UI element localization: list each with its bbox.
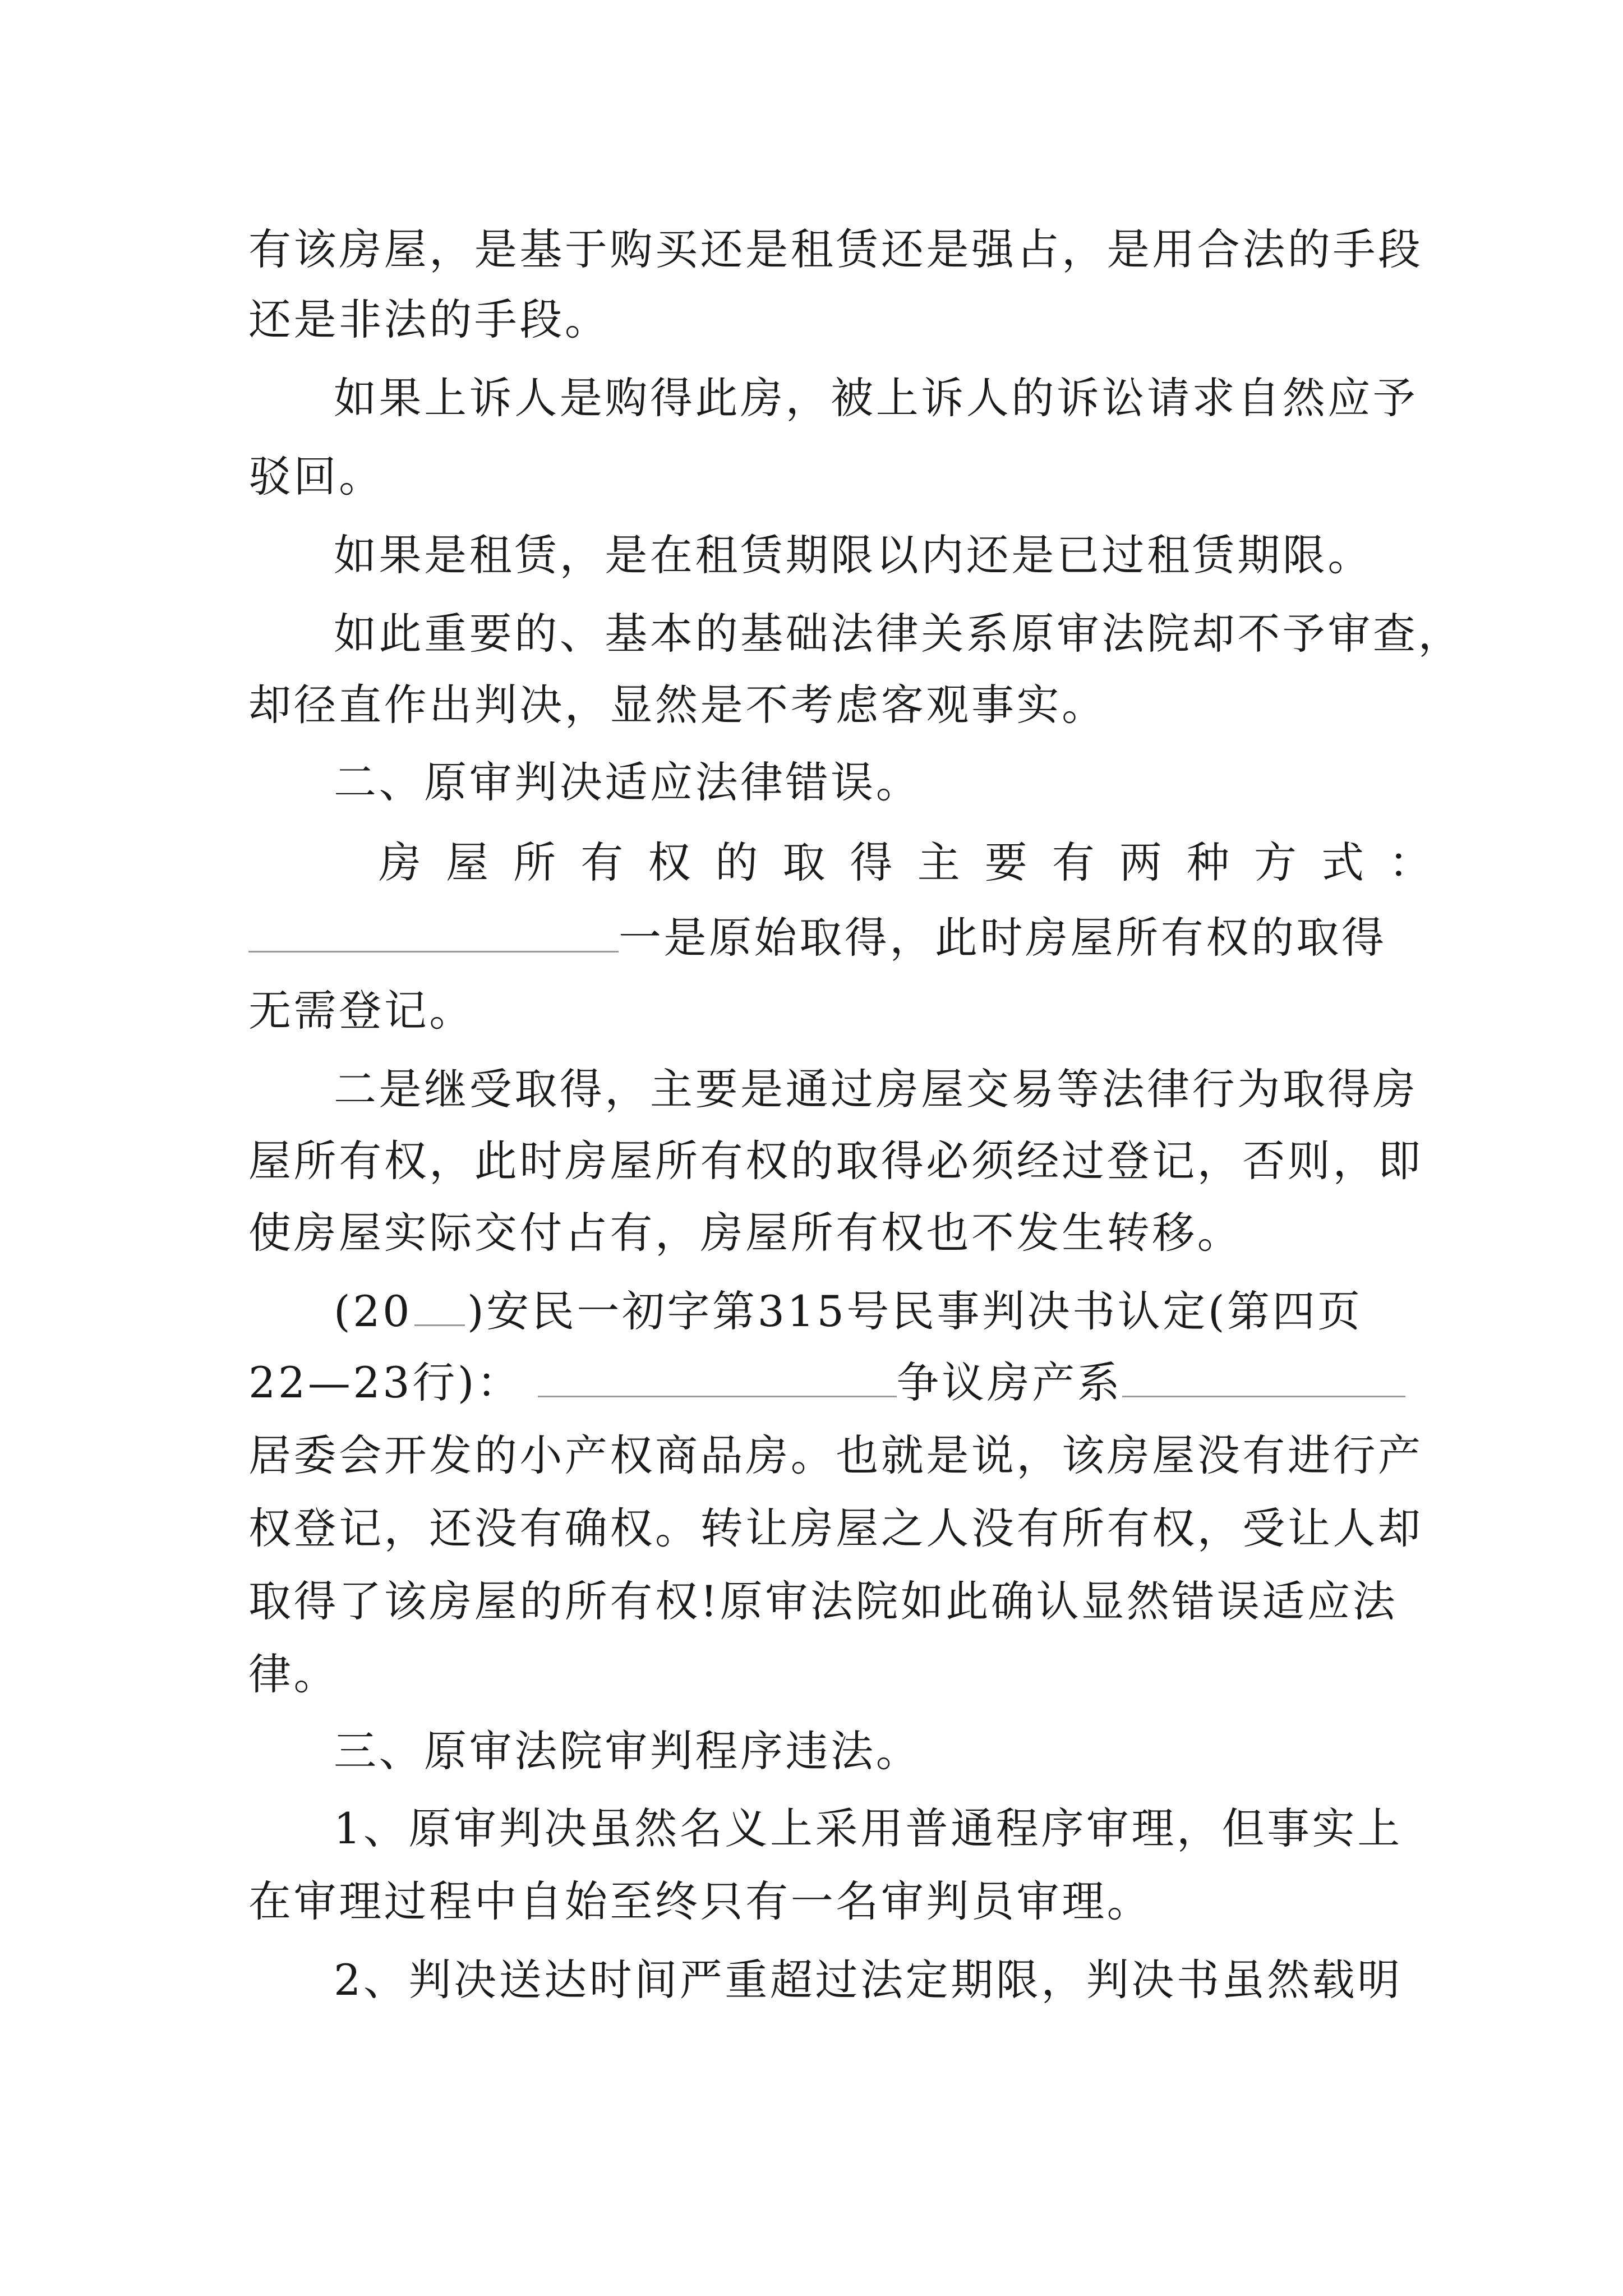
text-segment: 争议房产系 (896, 1358, 1123, 1407)
text-line: 权登记，还没有确权。转让房屋之人没有所有权，受让人却 (248, 1503, 1423, 1553)
text-line-with-blank (248, 904, 1387, 972)
text-line: 2、判决送达时间严重超过法定期限，判决书虽然载明 (334, 1955, 1403, 2005)
text-line-with-blank (334, 1278, 1388, 1345)
fill-in-blank (538, 1353, 897, 1397)
text-line-with-blanks (248, 1349, 1387, 1416)
fill-in-blank (248, 908, 619, 953)
text-segment: )安民一初字第315号民事判决书认定(第四页 (467, 1286, 1363, 1336)
text-line: 却径直作出判决，显然是不考虑客观事实。 (248, 680, 1107, 730)
text-line: 如果上诉人是购得此房，被上诉人的诉讼请求自然应予 (334, 373, 1418, 423)
text-line: 1、原审判决虽然名义上采用普通程序审理，但事实上 (334, 1803, 1403, 1853)
justified-text-line (379, 829, 1456, 896)
text-line: 还是非法的手段。 (248, 295, 610, 344)
text-segment: 22—23行)： (248, 1358, 522, 1407)
section-heading: 二、原审判决适应法律错误。 (334, 757, 921, 807)
text-segment: (20 (334, 1286, 413, 1336)
text-line: 驳回。 (248, 452, 384, 501)
fill-in-blank (1122, 1353, 1405, 1397)
text-line: 在审理过程中自始至终只有一名审判员审理。 (248, 1876, 1152, 1926)
text-line: 使房屋实际交付占有，房屋所有权也不发生转移。 (248, 1208, 1243, 1258)
text-segment: 一是原始取得，此时房屋所有权的取得 (619, 913, 1387, 963)
text-line: 屋所有权，此时房屋所有权的取得必须经过登记，否则，即 (248, 1136, 1423, 1186)
text-line: 居委会开发的小产权商品房。也就是说，该房屋没有进行产 (248, 1430, 1423, 1480)
text-line: 二是继受取得，主要是通过房屋交易等法律行为取得房 (334, 1064, 1418, 1114)
text-line: 无需登记。 (248, 986, 474, 1036)
text-line: 如此重要的、基本的基础法律关系原审法院却不予审查， (334, 609, 1463, 659)
text-line: 有该房屋，是基于购买还是租赁还是强占，是用合法的手段 (248, 224, 1423, 274)
section-heading: 三、原审法院审判程序违法。 (334, 1726, 921, 1776)
text-line: 如果是租赁，是在租赁期限以内还是已过租赁期限。 (334, 530, 1373, 580)
fill-in-blank (414, 1285, 465, 1326)
text-line: 取得了该房屋的所有权!原审法院如此确认显然错误适应法 (248, 1576, 1398, 1626)
text-line: 律。 (248, 1649, 339, 1699)
text-segment: 房屋所有权的取得主要有两种方式： (379, 838, 1456, 887)
